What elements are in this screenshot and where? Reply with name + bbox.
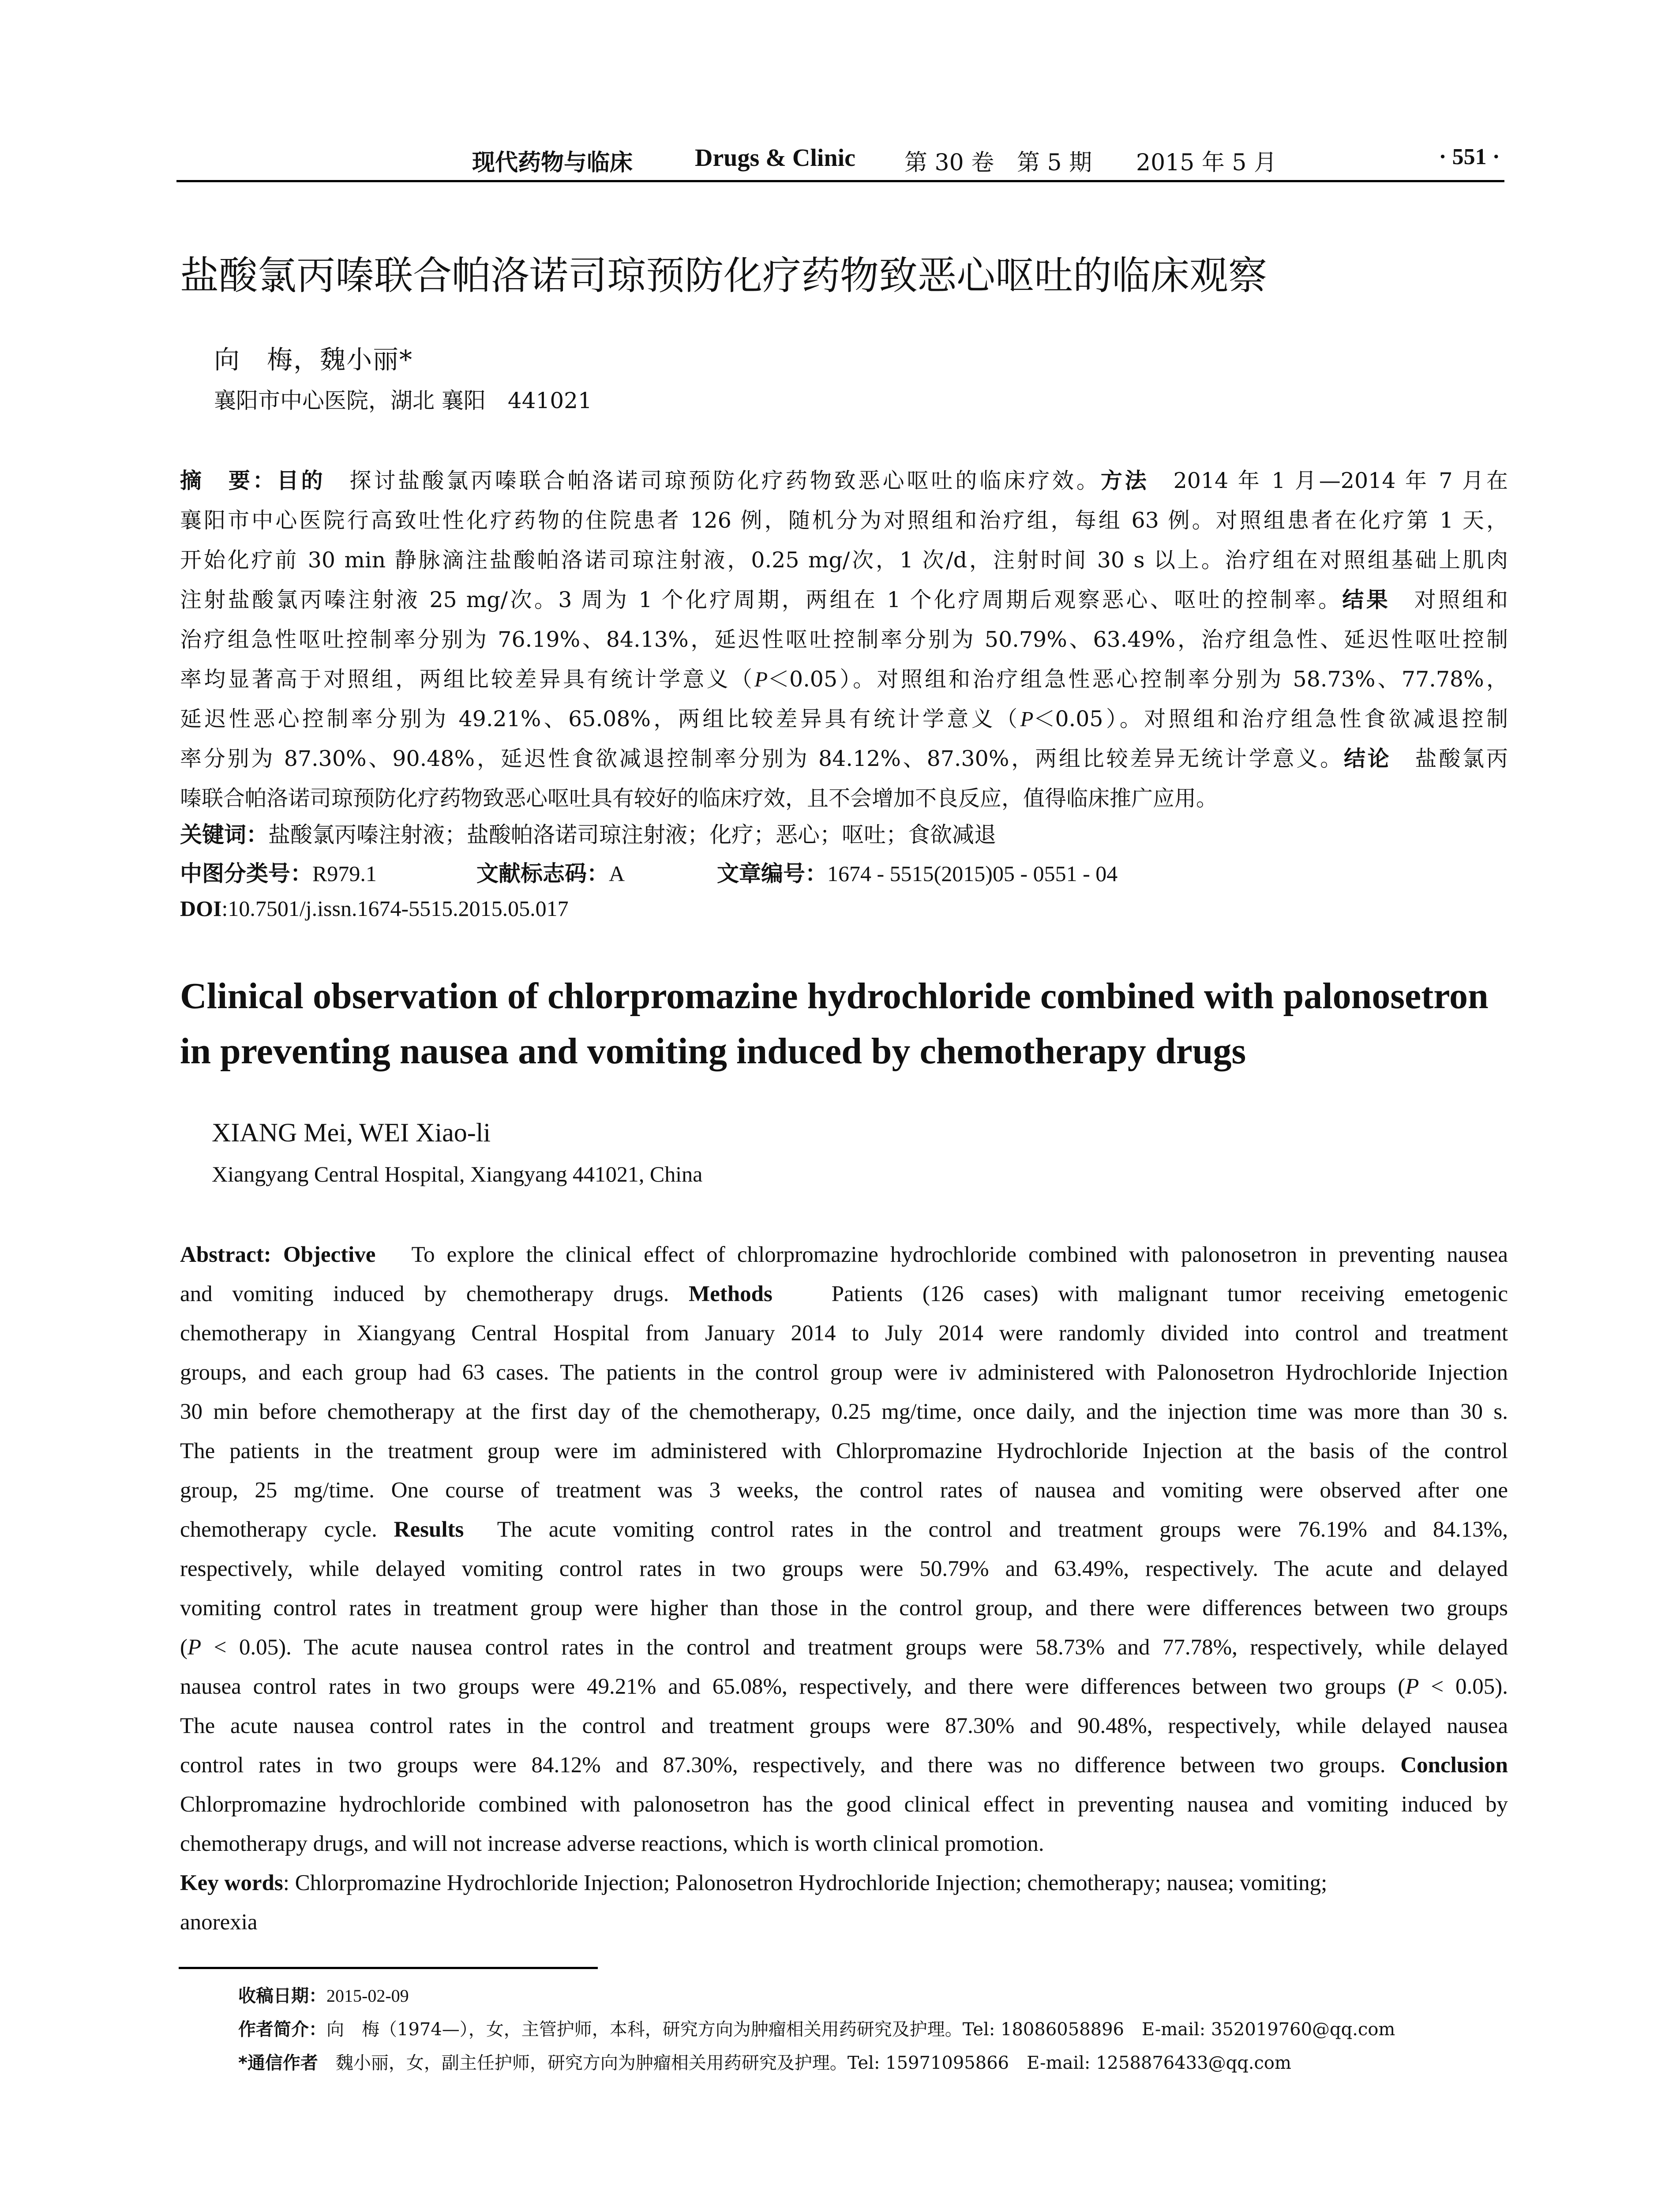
abstract-en-line: The acute nausea control rates in the control and treatment groups were 87.30% and 90.48%, respectively, while delayed nausea (180, 1714, 1508, 1738)
title-cn: 盐酸氯丙嗪联合帕洛诺司琼预防化疗药物致恶心呕吐的临床观察 (180, 253, 1268, 298)
abstract-en-line: Abstract: Objective To explore the clinical effect of chlorpromazine hydrochloride combined with palonosetron in preventing nausea (180, 1242, 1508, 1267)
keywords-en-label: Key words (180, 1871, 283, 1895)
abstract-en-line: (P < 0.05). The acute nausea control rates in the control and treatment groups were 58.73% and 77.78%, respectively, while delayed (180, 1635, 1508, 1660)
affiliation-en: Xiangyang Central Hospital, Xiangyang 441021, China (212, 1162, 703, 1186)
doi (180, 896, 569, 921)
title-en: Clinical observation of chlorpromazine hydrochloride combined with palonosetron in preventing nausea and vomiting induced by chemotherapy drugs (180, 975, 1489, 1072)
journal-name-en: Drugs & Clinic (695, 144, 855, 172)
footnote-rule (179, 1967, 598, 1969)
affiliation-cn: 襄阳市中心医院，湖北 襄阳 441021 (214, 388, 592, 413)
abstract-en-label: Abstract: (180, 1242, 271, 1267)
abstract-en-line: group, 25 mg/time. One course of treatment was 3 weeks, the control rates of nausea and vomiting were observed after one (180, 1478, 1508, 1503)
running-header (176, 140, 1504, 182)
abstract-cn-line: 襄阳市中心医院行高致吐性化疗药物的住院患者 126 例，随机分为对照组和治疗组，每组 63 例。对照组患者在化疗第 1 天， (180, 508, 1508, 533)
abstract-en (180, 1235, 1508, 1942)
abstract-en-line: control rates in two groups were 84.12% and 87.30%, respectively, and there was no difference between two groups. Conclusion (180, 1753, 1508, 1778)
page-number: · 551 · (1439, 144, 1500, 169)
abstract-cn-line: 开始化疗前 30 min 静脉滴注盐酸帕洛诺司琼注射液，0.25 mg/次，1 次/d，注射时间 30 s 以上。治疗组在对照组基础上肌肉 (180, 548, 1508, 573)
journal-name-cn: 现代药物与临床 (472, 149, 633, 176)
abstract-en-line: and vomiting induced by chemotherapy drugs. Methods Patients (126 cases) with malignant tumor receiving emetogenic (180, 1282, 1508, 1306)
abstract-cn-line: 延迟性恶心控制率分别为 49.21%、65.08%，两组比较差异具有统计学意义（P＜0.05）。对照组和治疗组急性食欲减退控制 (180, 706, 1508, 732)
footnote-received: 收稿日期：2015-02-09 (238, 1986, 409, 2006)
keywords-en: Key words: Chlorpromazine Hydrochloride Injection; Palonosetron Hydrochloride Injection; chemotherapy; nausea; vomiting; (180, 1871, 1328, 1895)
methods-label-en: Methods (689, 1282, 772, 1306)
doi-value: :10.7501/j.issn.1674-5515.2015.05.017 (221, 896, 569, 921)
keywords-cn: 关键词：盐酸氯丙嗪注射液；盐酸帕洛诺司琼注射液；化疗；恶心；呕吐；食欲减退 (180, 822, 996, 848)
results-label-en: Results (394, 1517, 464, 1542)
issue-date: 2015 年 5 月 (1136, 150, 1277, 176)
abstract-en-line: groups, and each group had 63 cases. The patients in the control group were iv administered with Palonosetron Hydrochloride Injection (180, 1360, 1508, 1385)
article-number-label: 文章编号： (717, 861, 827, 886)
keywords-cn-label: 关键词： (180, 822, 268, 848)
abstract-cn-label: 摘 要： (180, 468, 277, 493)
footnote-corresponding: *通信作者 魏小丽，女，副主任护师，研究方向为肿瘤相关用药研究及护理。Tel: 15971095866 E-mail: 1258876433@qq.com (238, 2053, 1291, 2073)
abstract-cn-line: 率分别为 87.30%、90.48%，延迟性食欲减退控制率分别为 84.12%、87.30%，两组比较差异无统计学意义。结论 盐酸氯丙 (180, 746, 1508, 771)
abstract-en-line: nausea control rates in two groups were 49.21% and 65.08%, respectively, and there were differences between two groups (P < 0.05). (180, 1674, 1508, 1699)
methods-label-cn: 方法 (1100, 468, 1149, 493)
keywords-en-continuation: anorexia (180, 1910, 258, 1935)
footnote-author: 作者简介：向 梅（1974—），女，主管护师，本科，研究方向为肿瘤相关用药研究及护理。Tel: 18086058896 E-mail: 352019760@qq.com (238, 2019, 1395, 2040)
conclusion-label-en: Conclusion (1400, 1753, 1508, 1778)
clc-label: 中图分类号： (180, 861, 312, 886)
authors-en: XIANG Mei, WEI Xiao-li (212, 1118, 491, 1147)
abstract-en-line: 30 min before chemotherapy at the first day of the chemotherapy, 0.25 mg/time, once daily, and the injection time was more than 30 s. (180, 1399, 1508, 1424)
abstract-en-line: Chlorpromazine hydrochloride combined with palonosetron has the good clinical effect in preventing nausea and vomiting induced by (180, 1792, 1508, 1817)
abstract-cn-line: 嗪联合帕洛诺司琼预防化疗药物致恶心呕吐具有较好的临床疗效，且不会增加不良反应，值得临床推广应用。 (180, 786, 1218, 811)
objective-label-en: Objective (283, 1242, 376, 1267)
classification-row (180, 856, 377, 888)
abstract-cn (180, 461, 1508, 818)
abstract-en-line: chemotherapy drugs, and will not increase adverse reactions, which is worth clinical promotion. (180, 1831, 1044, 1856)
conclusion-label-cn: 结论 (1343, 746, 1391, 771)
article-number-value: 1674 - 5515(2015)05 - 0551 - 04 (827, 861, 1118, 886)
doc-code-label: 文献标志码： (476, 861, 609, 886)
abstract-en-line: vomiting control rates in treatment group were higher than those in the control group, and there were differences between two groups (180, 1596, 1508, 1621)
doc-code (476, 856, 625, 888)
doi-label: DOI (180, 896, 222, 921)
abstract-en-line: The patients in the treatment group were im administered with Chlorpromazine Hydrochloride Injection at the basis of the control (180, 1439, 1508, 1463)
clc-value: R979.1 (312, 861, 377, 886)
volume: 第 30 卷 (904, 150, 994, 176)
abstract-en-line: chemotherapy in Xiangyang Central Hospital from January 2014 to July 2014 were randomly divided into control and treatment (180, 1321, 1508, 1346)
issue: 第 5 期 (1017, 150, 1092, 176)
article-number (717, 856, 1118, 888)
doc-code-value: A (609, 861, 625, 886)
abstract-en-line: chemotherapy cycle. Results The acute vomiting control rates in the control and treatment groups were 76.19% and 84.13%, (180, 1517, 1508, 1542)
abstract-cn-line: 摘 要：目的 探讨盐酸氯丙嗪联合帕洛诺司琼预防化疗药物致恶心呕吐的临床疗效。方法 2014 年 1 月—2014 年 7 月在 (180, 468, 1508, 493)
objective-label-cn: 目的 (277, 468, 326, 493)
abstract-cn-line: 率均显著高于对照组，两组比较差异具有统计学意义（P＜0.05）。对照组和治疗组急性恶心控制率分别为 58.73%、77.78%， (180, 667, 1508, 692)
results-label-cn: 结果 (1342, 587, 1391, 612)
abstract-cn-line: 注射盐酸氯丙嗪注射液 25 mg/次。3 周为 1 个化疗周期，两组在 1 个化疗周期后观察恶心、呕吐的控制率。结果 对照组和 (180, 587, 1508, 612)
abstract-en-line: respectively, while delayed vomiting control rates in two groups were 50.79% and 63.49%, respectively. The acute and delayed (180, 1557, 1508, 1581)
abstract-cn-line: 治疗组急性呕吐控制率分别为 76.19%、84.13%，延迟性呕吐控制率分别为 50.79%、63.49%，治疗组急性、延迟性呕吐控制 (180, 627, 1508, 652)
authors-cn: 向 梅，魏小丽* (214, 345, 413, 375)
